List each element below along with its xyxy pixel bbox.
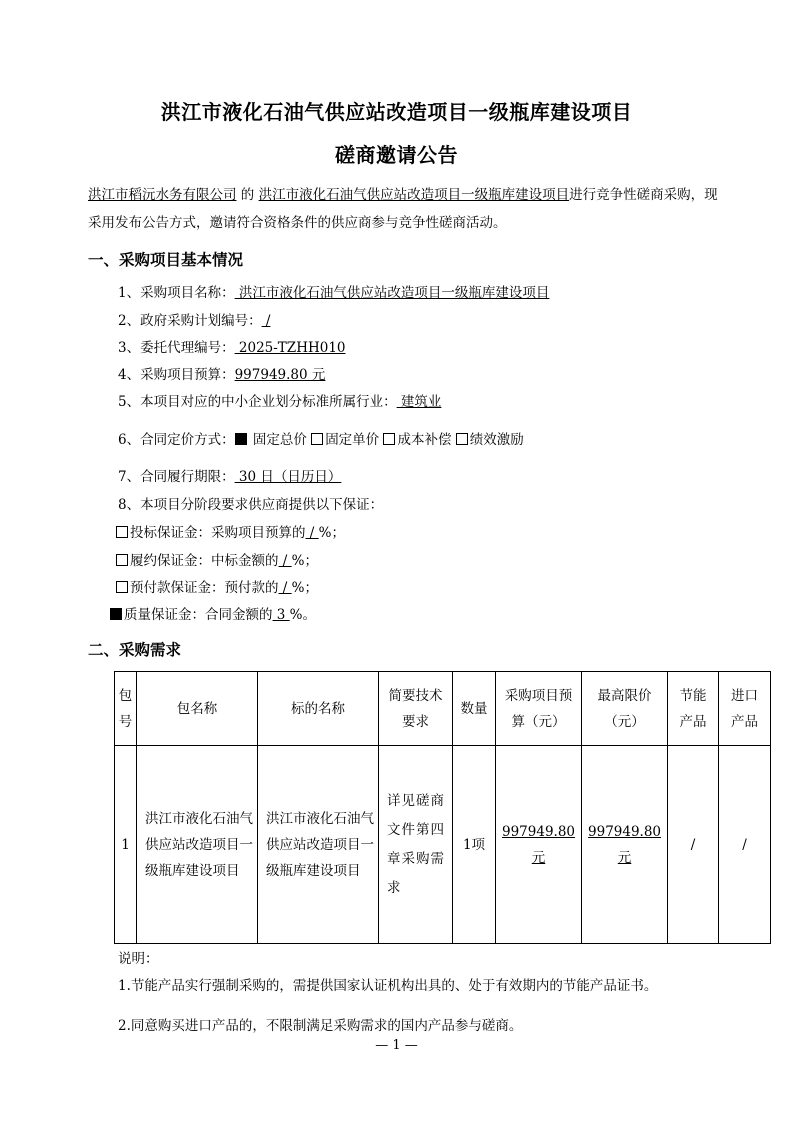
intro-text-1: 的 <box>236 187 259 203</box>
cell-budget <box>496 746 582 944</box>
bond4-value: 3 <box>272 607 290 623</box>
section1-heading: 一、采购项目基本情况 <box>88 251 244 269</box>
cell-pkg-name: 洪江市液化石油气供应站改造项目一级瓶库建设项目 <box>137 746 258 944</box>
bond3-value: / <box>278 580 292 596</box>
table-header-row <box>115 672 771 746</box>
item2-label: 2、政府采购计划编号： <box>118 313 262 329</box>
item-contract-period <box>118 465 341 485</box>
header-pkg-name: 包名称 <box>137 672 258 746</box>
cell-subject: 洪江市液化石油气供应站改造项目一级瓶库建设项目 <box>258 746 379 944</box>
item5-value: 建筑业 <box>396 394 442 410</box>
checkbox-empty-icon <box>456 433 468 445</box>
header-maxprice: 最高限价（元） <box>582 672 668 746</box>
bond4-text: 质量保证金：合同金额的 <box>124 607 273 623</box>
item3-value: 2025-TZHH010 <box>234 340 346 356</box>
pricing-option-fixed-unit: 固定单价 <box>325 432 380 448</box>
note-1: 1.节能产品实行强制采购的，需提供国家认证机构出具的、处于有效期内的节能产品证书。 <box>118 978 658 994</box>
document-subtitle: 磋商邀请公告 <box>335 143 458 167</box>
section2-heading: 二、采购需求 <box>88 641 182 659</box>
intro-project-name: 洪江市液化石油气供应站改造项目一级瓶库建设项目 <box>258 187 570 203</box>
page-number: — 1 — <box>375 1038 418 1053</box>
cell-import: / <box>719 746 771 944</box>
cell-maxprice-value: 997949.80 元 <box>588 823 662 866</box>
cell-tech: 详见磋商文件第四章采购需求 <box>379 746 453 944</box>
header-import: 进口产品 <box>719 672 771 746</box>
bond1-unit: %； <box>318 525 345 541</box>
checkbox-empty-icon <box>116 526 128 538</box>
table-row <box>115 746 771 944</box>
bond4-unit: %。 <box>289 607 316 623</box>
item2-value: / <box>261 313 271 329</box>
bond1-text: 投标保证金：采购项目预算的 <box>130 525 306 541</box>
item3-label: 3、委托代理编号： <box>118 340 235 356</box>
checkbox-empty-icon <box>383 433 395 445</box>
bond-bid <box>116 521 345 541</box>
pricing-option-cost: 成本补偿 <box>397 432 452 448</box>
pricing-option-performance: 绩效激励 <box>469 432 524 448</box>
item-industry <box>118 390 441 410</box>
header-subject: 标的名称 <box>258 672 379 746</box>
bond2-text: 履约保证金：中标金额的 <box>130 553 279 569</box>
bond-quality <box>110 603 316 623</box>
bond3-text: 预付款保证金：预付款的 <box>130 580 279 596</box>
checkbox-empty-icon <box>116 554 128 566</box>
item-plan-number <box>118 309 270 329</box>
cell-maxprice <box>582 746 668 944</box>
requirements-table <box>114 671 771 944</box>
item-pricing-method <box>118 428 524 448</box>
item-project-name <box>118 281 549 301</box>
checkbox-checked-icon <box>235 433 247 445</box>
header-pkg: 包号 <box>115 672 137 746</box>
intro-text-2: 进行竞争性磋商采购，现采用发布公告方式，邀请符合资格条件的供应商参与竞争性磋商活动。 <box>88 187 718 231</box>
item7-label: 7、合同履行期限： <box>118 469 235 485</box>
notes-label: 说明： <box>118 951 159 967</box>
note-2: 2.同意购买进口产品的，不限制满足采购需求的国内产品参与磋商。 <box>118 1018 523 1034</box>
item4-value: 997949.80 元 <box>234 367 326 383</box>
item8-label: 8、本项目分阶段要求供应商提供以下保证： <box>118 497 384 513</box>
header-budget: 采购项目预算（元） <box>496 672 582 746</box>
header-energy: 节能产品 <box>668 672 719 746</box>
bond1-value: / <box>305 525 319 541</box>
header-tech: 简要技术要求 <box>379 672 453 746</box>
item-agency-number <box>118 336 346 356</box>
intro-paragraph <box>88 181 718 237</box>
item7-value: 30 日（日历日） <box>234 469 342 485</box>
cell-qty: 1项 <box>453 746 496 944</box>
pricing-option-fixed-total: 固定总价 <box>248 432 307 448</box>
item6-label: 6、合同定价方式： <box>118 432 235 448</box>
item-budget <box>118 363 325 383</box>
header-qty: 数量 <box>453 672 496 746</box>
bond-performance <box>116 549 318 569</box>
bond2-value: / <box>278 553 292 569</box>
bond-prepayment <box>116 576 318 596</box>
bond2-unit: %； <box>291 553 318 569</box>
item-guarantees <box>118 493 383 513</box>
checkbox-checked-icon <box>110 608 122 620</box>
item5-label: 5、本项目对应的中小企业划分标准所属行业： <box>118 394 397 410</box>
item1-value: 洪江市液化石油气供应站改造项目一级瓶库建设项目 <box>234 285 550 301</box>
purchaser-name: 洪江市稻沅水务有限公司 <box>88 187 237 203</box>
cell-budget-value: 997949.80 元 <box>502 823 576 866</box>
item4-label: 4、采购项目预算： <box>118 367 235 383</box>
cell-energy: / <box>668 746 719 944</box>
checkbox-empty-icon <box>116 581 128 593</box>
bond3-unit: %； <box>291 580 318 596</box>
item1-label: 1、采购项目名称： <box>118 285 235 301</box>
cell-pkg: 1 <box>115 746 137 944</box>
document-title: 洪江市液化石油气供应站改造项目一级瓶库建设项目 <box>160 100 633 124</box>
checkbox-empty-icon <box>311 433 323 445</box>
